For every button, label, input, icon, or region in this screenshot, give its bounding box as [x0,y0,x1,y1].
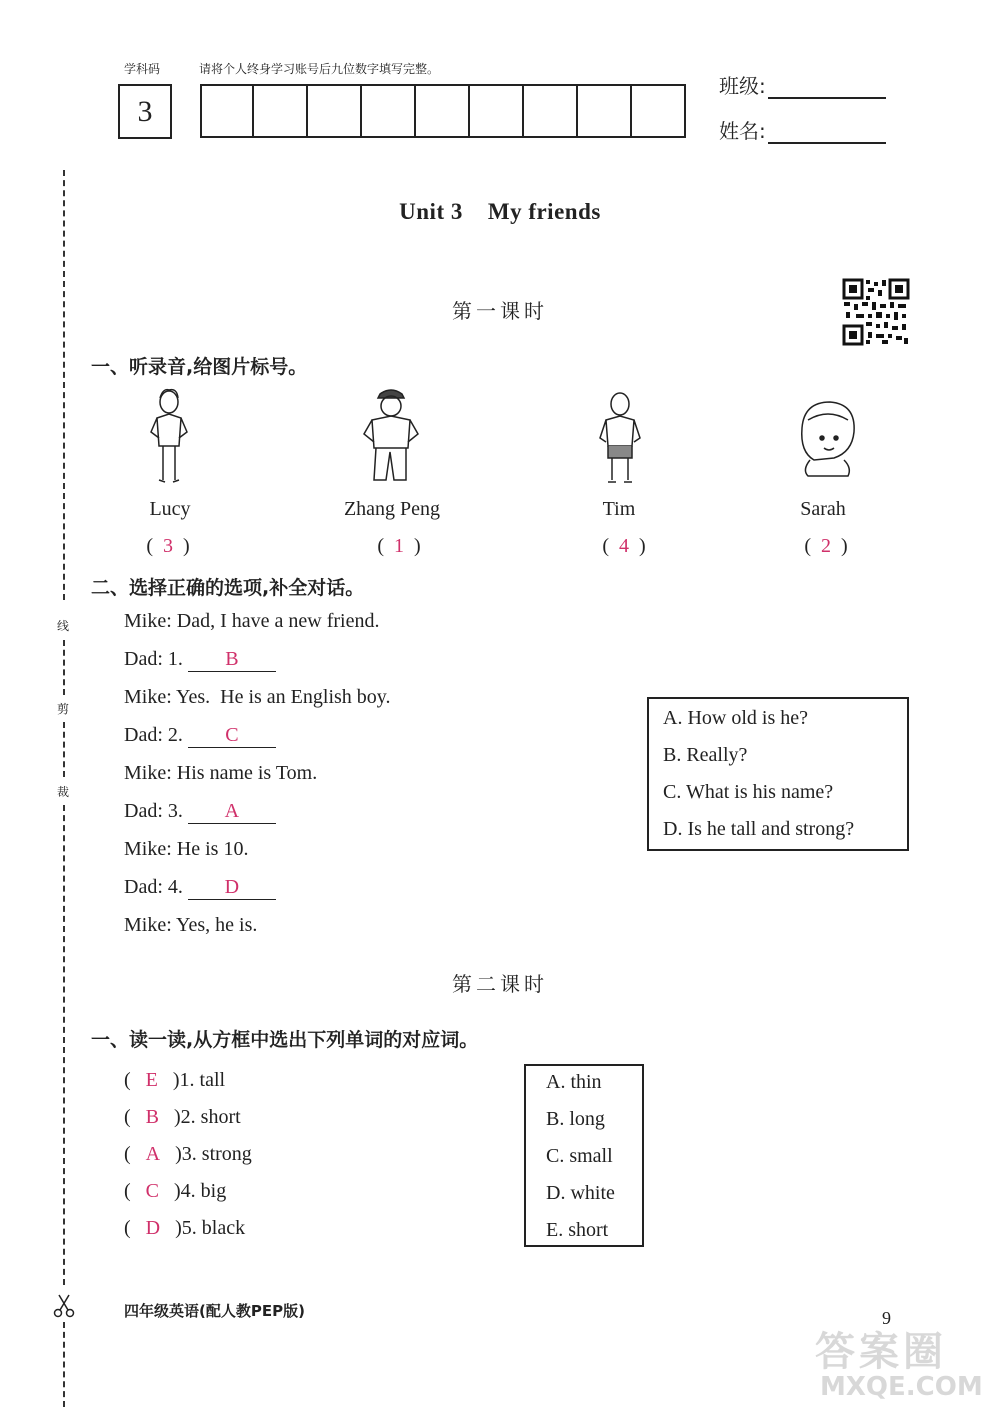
answer-value: 1 [394,535,404,557]
cut-line-segment [63,640,65,695]
lesson2-part1-heading: 一、读一读,从方框中选出下列单词的对应词。 [91,1029,479,1051]
subject-code-label: 学科码 [124,62,161,76]
cut-line-bottom [63,805,65,1285]
dialogue-line: Mike: Dad, I have a new friend. [124,610,380,632]
dialogue-line: Mike: Yes, he is. [124,914,258,936]
account-digit-box[interactable] [524,84,578,138]
figure-answer-sarah[interactable]: ( 2 ) [804,535,848,557]
word-options-box [524,1064,644,1247]
answer-blank[interactable]: A [188,800,276,824]
cut-line-end [63,1322,65,1407]
account-digit-box[interactable] [254,84,308,138]
dialogue-line: Mike: Yes. He is an English boy. [124,686,391,708]
figure-answer-lucy[interactable]: ( 3 ) [146,535,190,557]
lesson1-part2-heading: 二、选择正确的选项,补全对话。 [91,577,365,599]
option-a: A. How old is he? [663,707,808,729]
scissors-icon [53,1294,75,1318]
word-option-d: D. white [546,1182,615,1204]
cut-mark-jian: 剪 [57,702,70,716]
account-instruction: 请将个人终身学习账号后九位数字填写完整。 [199,62,440,76]
cut-line-segment [63,722,65,777]
dialogue-blank-line: Dad: 3. A [124,800,276,824]
class-label: 班级: [719,74,766,98]
figure-name-lucy: Lucy [149,498,191,520]
tim-illustration [596,390,644,486]
subject-code-value: 3 [137,94,153,128]
page-number: 9 [882,1308,891,1328]
dialogue-blank-line: Dad: 2. C [124,724,276,748]
dialogue-blank-line: Dad: 4. D [124,876,276,900]
account-digit-box[interactable] [632,84,686,138]
account-digit-box[interactable] [362,84,416,138]
class-field[interactable] [719,70,886,99]
word-option-c: C. small [546,1145,613,1167]
sarah-illustration [796,398,860,478]
match-item[interactable]: ( C )4. big [124,1180,227,1202]
dialogue-line: Mike: His name is Tom. [124,762,318,784]
lesson1-heading: 第一课时 [452,299,548,323]
figure-answer-tim[interactable]: ( 4 ) [602,535,646,557]
figure-name-tim: Tim [602,498,636,520]
dialogue-options-box [647,697,909,851]
account-digit-box[interactable] [308,84,362,138]
account-number-boxes [200,84,686,138]
dialogue-line: Mike: He is 10. [124,838,249,860]
answer-value: 3 [163,535,173,557]
match-item[interactable]: ( E )1. tall [124,1069,226,1091]
match-item[interactable]: ( D )5. black [124,1217,246,1239]
name-label: 姓名: [719,119,766,143]
lesson1-part1-heading: 一、听录音,给图片标号。 [91,356,308,378]
word-option-a: A. thin [546,1071,602,1093]
figure-name-zhang-peng: Zhang Peng [343,498,441,520]
lesson2-heading: 第二课时 [452,972,548,996]
zhang-peng-illustration [360,386,422,486]
answer-blank[interactable]: C [188,724,276,748]
word-option-b: B. long [546,1108,605,1130]
match-item[interactable]: ( B )2. short [124,1106,241,1128]
option-d: D. Is he tall and strong? [663,818,855,840]
account-digit-box[interactable] [470,84,524,138]
match-item[interactable]: ( A )3. strong [124,1143,252,1165]
account-digit-box[interactable] [578,84,632,138]
account-digit-box[interactable] [416,84,470,138]
qr-code[interactable] [842,278,910,346]
lucy-illustration [145,388,193,486]
watermark-logo: 答案圈 [815,1329,947,1375]
footer-book-title: 四年级英语(配人教PEP版) [124,1302,305,1320]
account-digit-box[interactable] [200,84,254,138]
watermark-url: MXQE.COM [820,1372,983,1402]
name-field[interactable] [719,115,886,144]
answer-value: 2 [821,535,831,557]
answer-value: 4 [619,535,629,557]
answer-blank[interactable]: D [188,876,276,900]
cut-mark-xian: 线 [57,619,70,633]
option-b: B. Really? [663,744,748,766]
answer-blank[interactable]: B [188,648,276,672]
cut-line-top [63,170,65,600]
figure-name-sarah: Sarah [800,498,846,520]
option-c: C. What is his name? [663,781,834,803]
unit-title: Unit 3 My friends [399,199,601,224]
subject-code-box [118,84,172,139]
figure-answer-zhang-peng[interactable]: ( 1 ) [377,535,421,557]
word-option-e: E. short [546,1219,609,1241]
dialogue-blank-line: Dad: 1. B [124,648,276,672]
cut-mark-cai: 裁 [57,785,70,799]
